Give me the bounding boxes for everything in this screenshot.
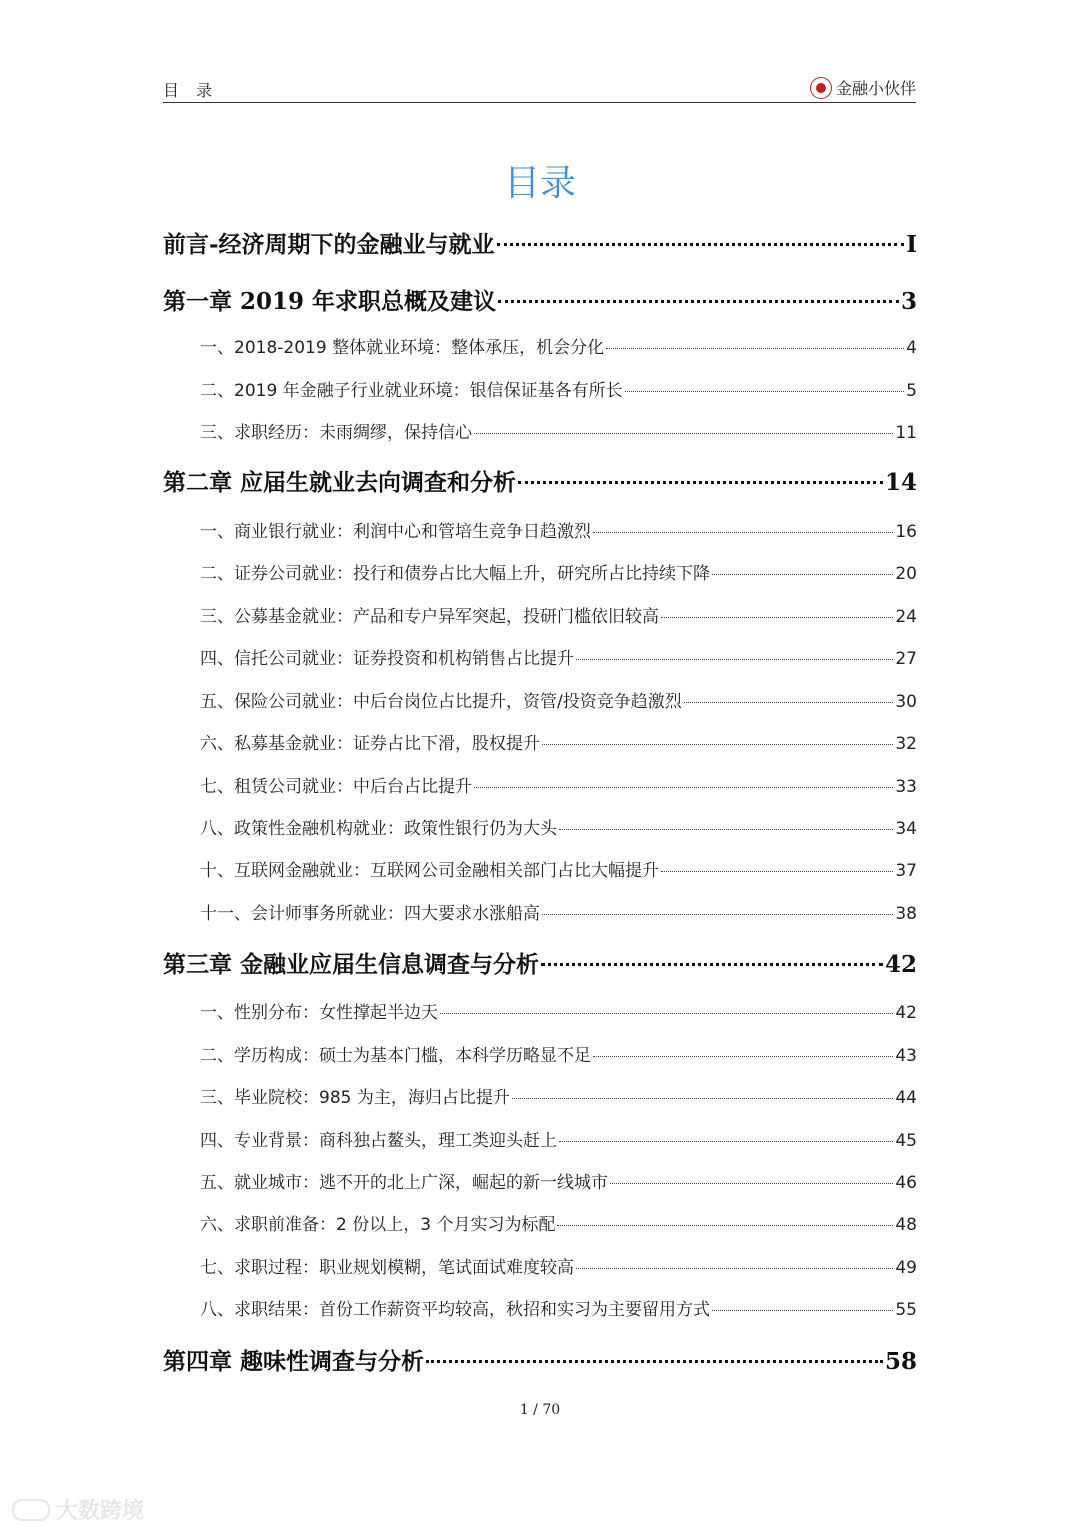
leader-dots	[542, 744, 893, 745]
toc-entry[interactable]: 二、证券公司就业：投行和债券占比大幅上升，研究所占比持续下降 20	[200, 564, 917, 584]
leader-dots	[610, 1183, 893, 1184]
toc-entry[interactable]: 二、2019 年金融子行业就业环境：银信保证基各有所长 5	[200, 381, 917, 401]
leader-dots	[661, 871, 893, 872]
toc-page-number: 32	[895, 734, 917, 754]
toc-entry[interactable]: 五、就业城市：逃不开的北上广深，崛起的新一线城市 46	[200, 1173, 917, 1193]
toc-entry[interactable]: 第三章 金融业应届生信息调查与分析 42	[163, 951, 917, 978]
leader-dots	[606, 348, 904, 349]
toc-entry[interactable]: 十、互联网金融就业：互联网公司金融相关部门占比大幅提升 37	[200, 861, 917, 881]
toc-page-number: 5	[906, 381, 917, 401]
toc-page-number: 44	[895, 1088, 917, 1108]
toc-page-number: 27	[895, 649, 917, 669]
toc-page-number: 48	[895, 1215, 917, 1235]
leader-dots	[440, 1013, 893, 1014]
leader-dots	[576, 659, 893, 660]
toc-title: 目录	[503, 163, 576, 204]
leader-dots	[559, 1141, 893, 1142]
toc-entry[interactable]: 三、毕业院校：985 为主，海归占比提升 44	[200, 1088, 917, 1108]
toc-page-number: 42	[895, 1003, 917, 1023]
toc-entry[interactable]: 六、私募基金就业：证券占比下滑，股权提升 32	[200, 734, 917, 754]
toc-entry[interactable]: 三、求职经历：未雨绸缪，保持信心 11	[200, 423, 917, 443]
watermark-logo-icon	[12, 1499, 50, 1521]
toc-entry[interactable]: 五、保险公司就业：中后台岗位占比提升，资管/投资竞争趋激烈 30	[200, 692, 917, 712]
toc-entry[interactable]: 八、求职结果：首份工作薪资平均较高，秋招和实习为主要留用方式 55	[200, 1300, 917, 1320]
leader-dots	[541, 963, 883, 966]
toc-page-number: 46	[895, 1173, 917, 1193]
toc-page-number: 34	[895, 819, 917, 839]
toc-entry[interactable]: 三、公募基金就业：产品和专户异军突起，投研门槛依旧较高 24	[200, 607, 917, 627]
toc-page-number: 49	[895, 1258, 917, 1278]
leader-dots	[593, 1056, 893, 1057]
toc-page-number: 58	[884, 1348, 917, 1375]
toc-entry[interactable]: 第四章 趣味性调查与分析 58	[163, 1348, 917, 1375]
toc-page-number: I	[906, 231, 917, 258]
leader-dots	[557, 1225, 893, 1226]
toc-entry[interactable]: 第一章 2019 年求职总概及建议 3	[163, 288, 917, 315]
leader-dots	[518, 481, 883, 484]
toc-page-number: 24	[895, 607, 917, 627]
toc-page-number: 45	[895, 1131, 917, 1151]
brand-name: 金融小伙伴	[835, 79, 916, 98]
leader-dots	[426, 1360, 883, 1363]
toc-page-number: 38	[895, 904, 917, 924]
toc-page-number: 20	[895, 564, 917, 584]
toc-entry[interactable]: 七、租赁公司就业：中后台占比提升 33	[200, 777, 917, 797]
toc-page-number: 37	[895, 861, 917, 881]
toc-page-number: 33	[895, 777, 917, 797]
toc-entry[interactable]: 六、求职前准备：2 份以上，3 个月实习为标配 48	[200, 1215, 917, 1235]
toc-entry[interactable]: 一、商业银行就业：利润中心和管培生竞争日趋激烈 16	[200, 522, 917, 542]
toc-page-number: 42	[884, 951, 917, 978]
leader-dots	[712, 1310, 893, 1311]
toc-entry[interactable]: 二、学历构成：硕士为基本门槛，本科学历略显不足 43	[200, 1046, 917, 1066]
toc-page-number: 14	[884, 469, 917, 496]
header-section-label: 目 录	[163, 81, 219, 100]
leader-dots	[474, 787, 893, 788]
toc-entry[interactable]: 第二章 应届生就业去向调查和分析 14	[163, 469, 917, 496]
leader-dots	[498, 300, 899, 303]
toc-entry[interactable]: 前言-经济周期下的金融业与就业 I	[163, 231, 917, 258]
toc-page-number: 55	[895, 1300, 917, 1320]
toc-page-number: 16	[895, 522, 917, 542]
toc-entry[interactable]: 四、信托公司就业：证券投资和机构销售占比提升 27	[200, 649, 917, 669]
toc-page-number: 4	[906, 338, 917, 358]
leader-dots	[559, 829, 893, 830]
leader-dots	[593, 532, 893, 533]
toc-entry[interactable]: 一、2018-2019 整体就业环境：整体承压，机会分化 4	[200, 338, 917, 358]
leader-dots	[542, 914, 893, 915]
header-brand	[810, 76, 916, 99]
toc-page-number: 3	[900, 288, 917, 315]
leader-dots	[625, 391, 905, 392]
leader-dots	[712, 574, 893, 575]
brand-logo-icon	[810, 77, 832, 99]
toc-entry[interactable]: 七、求职过程：职业规划模糊，笔试面试难度较高 49	[200, 1258, 917, 1278]
page-number-footer: 1 / 70	[519, 1402, 561, 1418]
toc-entry[interactable]: 十一、会计师事务所就业：四大要求水涨船高 38	[200, 904, 917, 924]
leader-dots	[474, 433, 893, 434]
toc-page-number: 30	[895, 692, 917, 712]
leader-dots	[497, 243, 905, 246]
leader-dots	[661, 617, 893, 618]
leader-dots	[512, 1098, 894, 1099]
leader-dots	[576, 1268, 893, 1269]
toc-entry[interactable]: 四、专业背景：商科独占鳌头，理工类迎头赶上 45	[200, 1131, 917, 1151]
leader-dots	[684, 702, 894, 703]
toc-entry[interactable]: 八、政策性金融机构就业：政策性银行仍为大头 34	[200, 819, 917, 839]
watermark	[12, 1494, 144, 1525]
toc-page-number: 11	[895, 423, 917, 443]
page-header	[163, 74, 916, 103]
watermark-text: 大数跨境	[56, 1499, 145, 1524]
toc-entry[interactable]: 一、性别分布：女性撑起半边天 42	[200, 1003, 917, 1023]
toc-page-number: 43	[895, 1046, 917, 1066]
